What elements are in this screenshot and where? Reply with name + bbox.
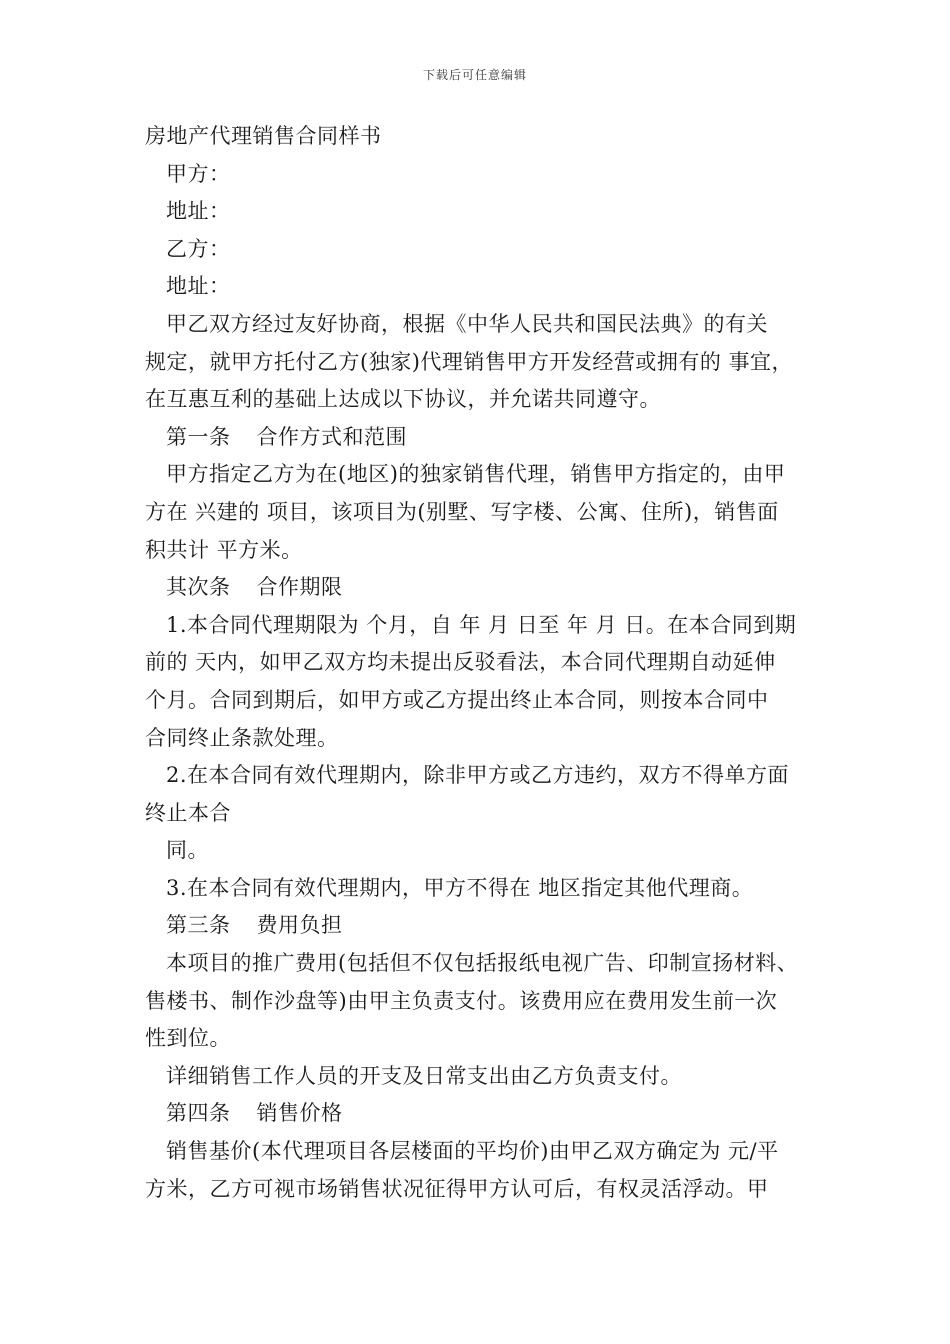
- article-heading: [145, 569, 815, 607]
- article-number: 其次条: [166, 575, 231, 600]
- article-title: 销售价格: [256, 1101, 343, 1126]
- article-heading: [145, 419, 815, 457]
- page-header-note: 下载后可任意编辑: [422, 68, 527, 82]
- article-number: 第三条: [166, 913, 231, 938]
- article-heading: [145, 907, 815, 945]
- text-line: 详细销售工作人员的开支及日常支出由乙方负责支付。: [166, 1063, 682, 1088]
- text-line: 售楼书、制作沙盘等)由甲主负责支付。该费用应在费用发生前一次: [145, 988, 778, 1013]
- article-number: 第四条: [166, 1101, 231, 1126]
- text-line: 在互惠互利的基础上达成以下协议，并允诺共同遵守。: [145, 387, 661, 412]
- text-line: 1.本合同代理期限为 个月，自 年 月 日至 年 月 日。在本合同到期: [166, 612, 797, 637]
- article-number: 第一条: [166, 424, 231, 449]
- text-line: 前的 天内，如甲乙双方均未提出反驳看法，本合同代理期自动延伸: [145, 650, 776, 675]
- text-line: 地址：: [166, 274, 231, 299]
- text-line: 规定，就甲方托付乙方(独家)代理销售甲方开发经营或拥有的 事宜，: [145, 349, 794, 374]
- contract-body: [145, 118, 815, 1208]
- text-line: 本项目的推广费用(包括但不仅包括报纸电视广告、印制宣扬材料、: [166, 951, 799, 976]
- text-line: 合同终止条款处理。: [145, 725, 339, 750]
- article-heading: [145, 1095, 815, 1133]
- text-line: 积共计 平方米。: [145, 537, 303, 562]
- text-line: 销售基价(本代理项目各层楼面的平均价)由甲乙双方确定为 元/平: [166, 1139, 779, 1164]
- article-title: 合作方式和范围: [256, 424, 407, 449]
- text-line: 地址：: [166, 199, 231, 224]
- text-line: 终止本合: [145, 800, 231, 825]
- article-title: 合作期限: [256, 575, 343, 600]
- text-line: 个月。合同到期后，如甲方或乙方提出终止本合同，则按本合同中: [145, 687, 769, 712]
- text-line: 乙方：: [166, 236, 231, 261]
- text-line: 方米，乙方可视市场销售状况征得甲方认可后，有权灵活浮动。甲: [145, 1176, 769, 1201]
- text-line: 甲方：: [166, 161, 231, 186]
- text-line: 同。: [166, 838, 209, 863]
- document-title: 房地产代理销售合同样书: [145, 124, 382, 148]
- text-line: 3.在本合同有效代理期内，甲方不得在 地区指定其他代理商。: [166, 875, 754, 900]
- text-line: 性到位。: [145, 1026, 231, 1051]
- text-line: 甲方指定乙方为在(地区)的独家销售代理，销售甲方指定的，由甲: [166, 462, 786, 487]
- text-line: 甲乙双方经过友好协商，根据《中华人民共和国民法典》的有关: [166, 311, 768, 336]
- text-line: 方在 兴建的 项目，该项目为(别墅、写字楼、公寓、住所)，销售面: [145, 499, 779, 524]
- text-line: 2.在本合同有效代理期内，除非甲方或乙方违约，双方不得单方面: [166, 763, 790, 788]
- article-title: 费用负担: [256, 913, 343, 938]
